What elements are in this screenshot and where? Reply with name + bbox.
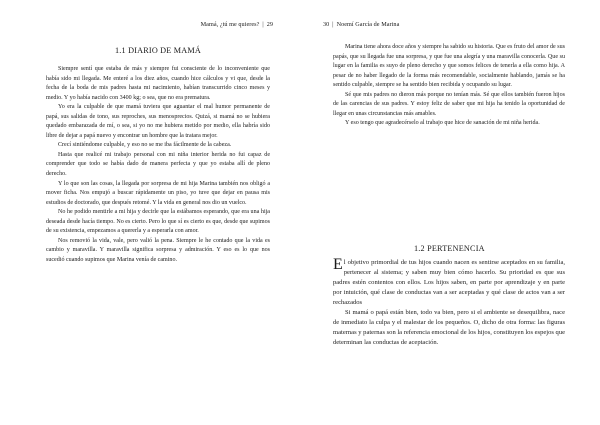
right-running-head-separator: | (332, 21, 334, 28)
paragraph: Nos removió la vida, vale, pero valió la pena. Siempre le he contado que la vida es cambio y maravilla. Y maravilla significa sorpresa y admiración. Y eso es lo que nos sucedió cuando supimos que Marina venía de camino. (46, 237, 270, 263)
paragraph: No he podido mentirle a mi hija y decirle que la estábamos esperando, que era una hija deseada desde hacía tiempo. No es cierto. Pero lo que sí es cierto es que, desde que supimos de su existencia, empezamos a quererla y a esperarla con amor. (46, 209, 270, 235)
left-body-text (46, 65, 270, 265)
section-title-diario: 1.1 DIARIO DE MAMÁ (115, 46, 201, 55)
left-running-head (201, 21, 273, 28)
right-page (300, 0, 600, 425)
right-running-head-title: Noemí García de Marina (336, 21, 400, 28)
drop-cap: E (333, 256, 343, 273)
section-title-pertenencia: 1.2 PERTENENCIA (414, 244, 485, 253)
paragraph: Sé que mis padres no dieron más porque no tenían más. Sé que ellos también fueron hijos de las carencias de sus padres. Y estoy feliz de saber que mi hija ha tenido la oportunidad de llegar en unas circunstancias más amables. (333, 91, 565, 117)
paragraph-text: l objetivo primordial de tus hijos cuando nacen es sentirse aceptados en su familia, pertenecer al sistema; y saben muy bien cómo hacerlo. Su prioridad es que sus padres estén contentos con ellos. Los hijos saben, en parte por aprendizaje y en parte por intuición, qué clase de conductas van a ser aceptadas y qué clase de actos van a ser rechazados (333, 259, 565, 306)
paragraph: Hasta que realicé mi trabajo personal con mi niña interior herida no fui capaz de comprender que todo se había dado de manera perfecta y que yo estaba allí de pleno derecho. (46, 151, 270, 178)
paragraph: Si mamá o papá están bien, todo va bien, pero si el ambiente se desequilibra, nace de inmediato la culpa y el malestar de los pequeños. O, dicho de otra forma: las figuras maternas y paternas son la referencia emocional de los hijos, constituyen los espejos que determinan las conductas de aceptación. (333, 308, 565, 346)
paragraph: Yo era la culpable de que mamá tuviera que aguantar el mal humor permanente de papá, sus salidas de tono, sus reproches, sus menosprecios. Quizá, si mamá no se hubiera quedado embarazada de mí, o sea, si yo no me hubiera metido por medio, ella habría sido libre de dejar a papá nuevo y encontrar un hombre que la tratara mejor. (46, 104, 270, 139)
left-running-head-separator: | (262, 21, 264, 28)
right-running-head (323, 21, 399, 28)
paragraph: Y eso tengo que agradecérselo al trabajo que hice de sanación de mi niña herida. (345, 120, 540, 127)
left-page-number: 29 (266, 21, 273, 28)
paragraph-with-dropcap (333, 258, 565, 308)
paragraph: Y lo que son las cosas, la llegada por sorpresa de mi hija Marina también nos obligó a mover ficha. Nos empujó a buscar rápidamente un piso, yo tuve que dejar en pausa mis estudios de doctorado, que después retomé. Y la vida en general nos dio un vuelco. (46, 180, 270, 206)
paragraph: Marina tiene ahora doce años y siempre ha sabido su historia. Que es fruto del amor de sus papás, que su llegada fue una sorpresa, y que fue una alegría y una maravilla conocerla. Que su lugar en la familia es suyo de pleno derecho y que somos felices de tenerla a ella como hija. A pesar de no haber llegado de la forma más recomendable, socialmente hablando, jamás se ha sentido culpable, siempre se ha sentido bien recibida y ocupando su lugar. (333, 44, 565, 89)
right-body-text-bottom (333, 258, 565, 348)
left-running-head-title: Mamá, ¿tú me quieres? (200, 21, 260, 28)
paragraph: Crecí sintiéndome culpable, y eso no se me iba fácilmente de la cabeza. (58, 142, 232, 149)
right-page-number: 30 (323, 21, 330, 28)
right-body-text-top (333, 43, 565, 129)
paragraph: Siempre sentí que estaba de más y siempre fui consciente de lo inconveniente que había sido mi llegada. Me enteré a los diez años, cuando hice cálculos y vi que, desde la fecha de la boda de mis padres hasta mi nacimiento, habían transcurrido cinco meses y medio. Y yo había nacido con 3400 kg; o sea, que no era prematura. (46, 66, 270, 101)
